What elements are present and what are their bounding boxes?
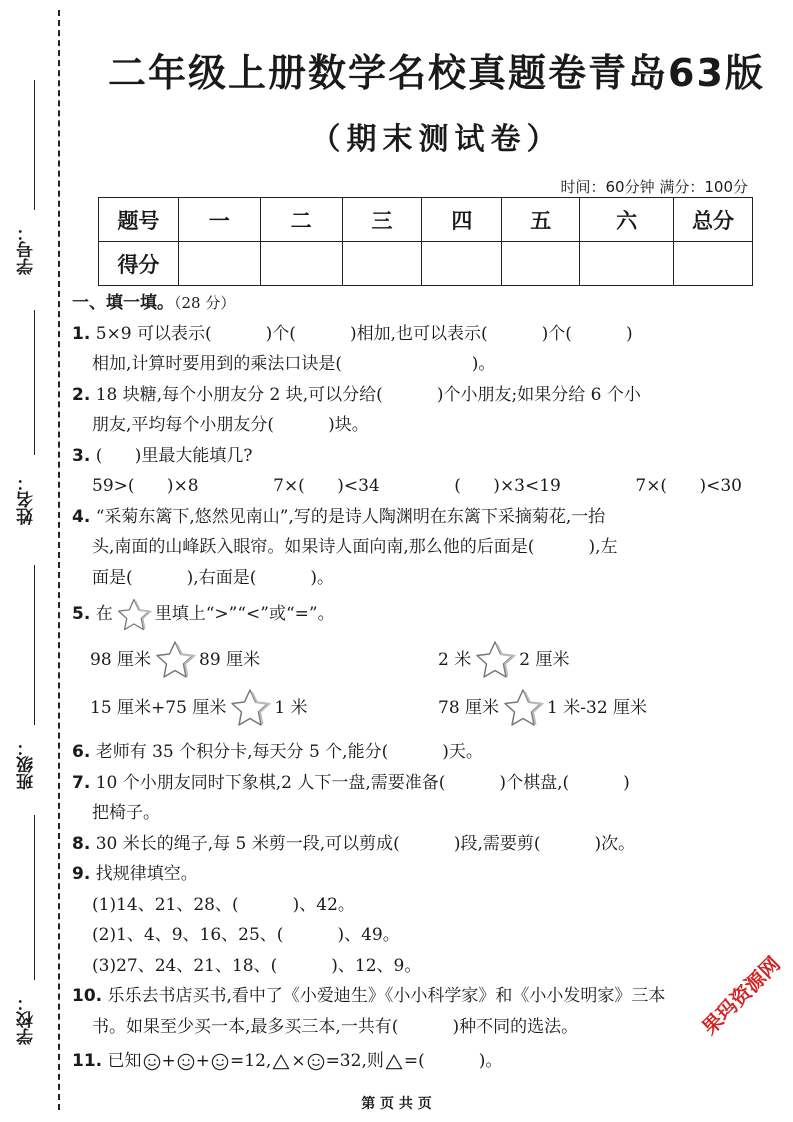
compare-right: 89 厘米 <box>199 649 261 670</box>
question-text: =( )。 <box>403 1051 503 1071</box>
score-input-cell[interactable] <box>342 242 422 286</box>
inequality-item: 7×( )<34 <box>273 476 380 496</box>
compare-left: 15 厘米+75 厘米 <box>90 697 227 718</box>
question-7-cont <box>72 798 742 829</box>
question-9-sub <box>72 951 742 982</box>
smiley-icon <box>211 1053 229 1071</box>
question-2 <box>72 380 742 411</box>
question-3 <box>72 441 742 472</box>
question-number: 4. <box>72 506 91 527</box>
side-field-name <box>14 310 50 526</box>
star-icon[interactable] <box>501 687 545 729</box>
section-title: 一、填一填。 <box>72 293 174 313</box>
score-input-cell[interactable] <box>502 242 580 286</box>
question-number: 9. <box>72 864 91 884</box>
exam-title: 二年级上册数学名校真题卷青岛63版 <box>108 51 765 95</box>
compare-left: 78 厘米 <box>438 697 500 718</box>
question-number: 3. <box>72 445 91 466</box>
watermark: 果玛资源网 <box>697 951 785 1040</box>
question-number: 8. <box>72 833 91 854</box>
question-4 <box>72 502 742 533</box>
question-text: 5×9 可以表示( )个( )相加,也可以表示( )个( ) <box>95 323 633 344</box>
compare-row-2 <box>72 683 742 731</box>
question-1-cont <box>72 349 742 380</box>
question-text: 找规律填空。 <box>95 864 198 884</box>
compare-row-1 <box>72 635 742 683</box>
question-9-sub <box>72 920 742 951</box>
question-number: 1. <box>72 323 91 344</box>
score-table-score-row <box>99 242 753 286</box>
school-line <box>34 815 35 980</box>
question-text: =32,则 <box>325 1051 384 1071</box>
question-text: 在 <box>95 604 113 624</box>
compare-item <box>90 639 260 681</box>
question-section <box>72 288 742 1077</box>
compare-right: 1 米-32 厘米 <box>547 697 648 718</box>
score-header-cell: 四 <box>422 198 502 242</box>
student-id-label: 学号： <box>17 224 37 276</box>
question-10-cont <box>72 1012 742 1043</box>
question-2-cont <box>72 410 742 441</box>
class-line <box>34 565 35 725</box>
sequence-item: (3)27、24、21、18、( )、12、9。 <box>92 955 422 976</box>
compare-right: 2 厘米 <box>519 649 570 670</box>
score-header-cell: 二 <box>260 198 342 242</box>
operator: + <box>195 1051 211 1071</box>
time-info: 时间：60分钟 满分：100分 <box>560 178 748 196</box>
compare-item <box>90 687 308 729</box>
star-icon <box>115 597 153 633</box>
question-7 <box>72 768 742 799</box>
name-line <box>34 310 35 455</box>
star-icon[interactable] <box>473 639 517 681</box>
question-text: “采菊东篱下,悠然见南山”,写的是诗人陶渊明在东篱下采摘菊花,一抬 <box>95 506 606 527</box>
question-text: 里填上“>”“<”或“=”。 <box>154 604 335 624</box>
binding-margin <box>0 0 75 1122</box>
score-input-cell[interactable] <box>674 242 753 286</box>
score-table-header-row <box>99 198 753 242</box>
question-text: 相加,计算时要用到的乘法口诀是( )。 <box>92 354 496 374</box>
sequence-item: (2)1、4、9、16、25、( )、49。 <box>92 925 400 945</box>
question-9-sub <box>72 890 742 921</box>
question-text: 10 个小朋友同时下象棋,2 人下一盘,需要准备( )个棋盘,( ) <box>95 772 630 793</box>
question-text: 朋友,平均每个小朋友分( )块。 <box>92 415 369 435</box>
compare-item <box>438 687 647 729</box>
question-text: =12, <box>230 1051 272 1071</box>
question-5 <box>72 593 742 635</box>
question-text: 乐乐去书店买书,看中了《小爱迪生》《小小科学家》和《小小发明家》三本 <box>107 986 666 1006</box>
score-header-cell: 六 <box>580 198 674 242</box>
side-field-school <box>14 815 50 1045</box>
star-icon[interactable] <box>228 687 272 729</box>
question-text: 18 块糖,每个小朋友分 2 块,可以分给( )个小朋友;如果分给 6 个小 <box>95 384 641 405</box>
smiley-icon <box>307 1053 325 1071</box>
smiley-icon <box>143 1053 161 1071</box>
question-number: 7. <box>72 772 91 793</box>
question-text: 已知 <box>107 1051 142 1071</box>
inequality-item: 59>( )×8 <box>92 476 199 496</box>
score-input-cell[interactable] <box>178 242 260 286</box>
score-header-cell: 五 <box>502 198 580 242</box>
question-1 <box>72 319 742 350</box>
question-text: ( )里最大能填几? <box>95 445 253 466</box>
question-8 <box>72 829 742 860</box>
score-header-cell: 一 <box>178 198 260 242</box>
score-input-cell[interactable] <box>580 242 674 286</box>
question-9 <box>72 859 742 890</box>
question-text: 面是( ),右面是( )。 <box>92 567 335 588</box>
question-3-items <box>72 471 742 502</box>
question-10 <box>72 981 742 1012</box>
side-field-student-id <box>14 80 50 280</box>
side-field-class <box>14 565 50 791</box>
compare-left: 98 厘米 <box>90 649 152 670</box>
question-number: 6. <box>72 742 91 762</box>
question-number: 10. <box>72 986 103 1006</box>
score-header-cell: 题号 <box>99 198 179 242</box>
smiley-icon <box>177 1053 195 1071</box>
question-11 <box>72 1046 742 1077</box>
question-number: 5. <box>72 604 91 624</box>
student-id-line <box>34 80 35 210</box>
star-icon[interactable] <box>153 639 197 681</box>
score-table <box>98 197 753 286</box>
question-text: 头,南面的山峰跃入眼帘。如果诗人面向南,那么他的后面是( ),左 <box>92 537 618 557</box>
triangle-icon <box>272 1054 290 1070</box>
question-text: 老师有 35 个积分卡,每天分 5 个,能分( )天。 <box>95 742 483 762</box>
compare-left: 2 米 <box>438 649 472 670</box>
score-input-cell[interactable] <box>422 242 502 286</box>
question-text: 30 米长的绳子,每 5 米剪一段,可以剪成( )段,需要剪( )次。 <box>95 833 636 854</box>
section-heading <box>72 288 742 319</box>
page-footer: 第 页 共 页 <box>361 1096 432 1112</box>
score-header-cell: 总分 <box>674 198 753 242</box>
triangle-icon <box>385 1054 403 1070</box>
operator: × <box>291 1051 306 1071</box>
sequence-item: (1)14、21、28、( )、42。 <box>92 894 355 915</box>
question-text: 书。如果至少买一本,最多买三本,一共有( )种不同的选法。 <box>92 1016 579 1037</box>
class-label: 班级： <box>17 739 37 791</box>
question-4-cont <box>72 563 742 594</box>
cut-line <box>58 10 60 1110</box>
question-4-cont <box>72 532 742 563</box>
name-label: 姓名： <box>17 474 37 526</box>
question-number: 2. <box>72 384 91 405</box>
inequality-item: ( )×3<19 <box>454 476 561 496</box>
question-6 <box>72 737 742 768</box>
compare-item <box>438 639 569 681</box>
operator: + <box>161 1051 176 1071</box>
question-number: 11. <box>72 1051 103 1071</box>
exam-subtitle: （期末测试卷） <box>310 122 563 157</box>
score-label-cell: 得分 <box>99 242 179 286</box>
inequality-item: 7×( )<30 <box>635 476 742 496</box>
compare-right: 1 米 <box>274 697 308 718</box>
score-input-cell[interactable] <box>260 242 342 286</box>
score-header-cell: 三 <box>342 198 422 242</box>
section-points: （28 分） <box>174 294 236 312</box>
question-text: 把椅子。 <box>92 803 160 823</box>
school-label: 学校： <box>17 994 37 1046</box>
